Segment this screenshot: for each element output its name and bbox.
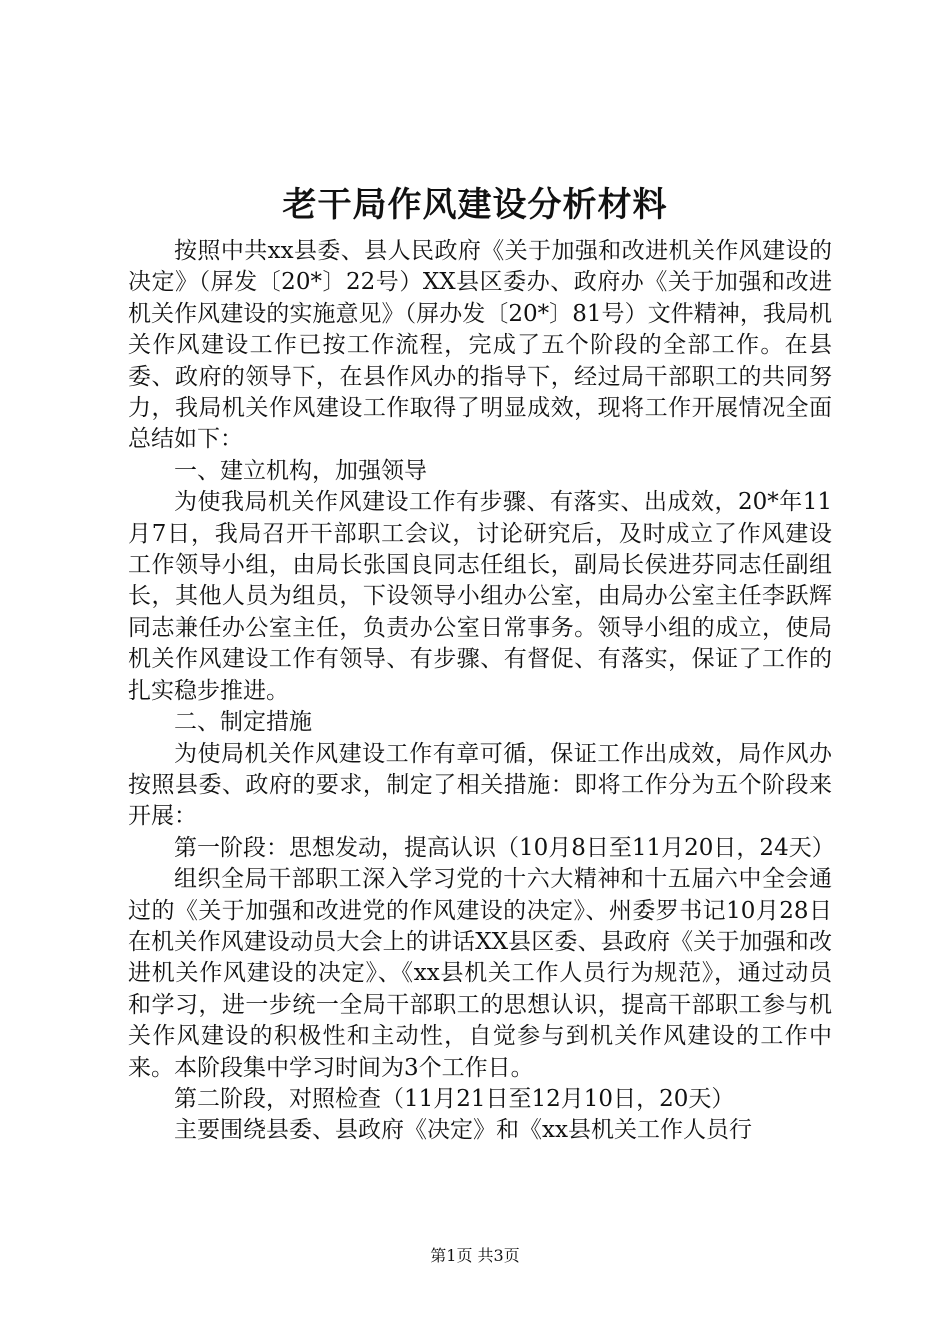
section-heading-1: 一、建立机构，加强领导 xyxy=(174,457,427,484)
intro-paragraph: 按照中共xx县委、县人民政府《关于加强和改进机关作风建设的决定》（屏发〔20*〕22号）XX县区委办、政府办《关于加强和改进机关作风建设的实施意见》（屏办发〔20*〕81号）文件精神，我局机关作风建设工作已按工作流程，完成了五个阶段的全部工作。在县委、政府的领导下，在县作风办的指导下，经过局干部职工的共同努力，我局机关作风建设工作取得了明显成效，现将工作开展情况全面总结如下： xyxy=(128,238,832,453)
page-footer: 第1页 共3页 xyxy=(430,1246,520,1265)
stage-1-paragraph: 组织全局干部职工深入学习党的十六大精神和十五届六中全会通过的《关于加强和改进党的作风建设的决定》、州委罗书记10月28日在机关作风建设动员大会上的讲话XX县区委、县政府《关于加强和改进机关作风建设的决定》、《xx县机关工作人员行为规范》，通过动员和学习，进一步统一全局干部职工的思想认识，提高干部职工参与机关作风建设的积极性和主动性，自觉参与到机关作风建设的工作中来。本阶段集中学习时间为3个工作日。 xyxy=(128,866,832,1081)
document-title: 老干局作风建设分析材料 xyxy=(282,185,668,225)
section-1-paragraph: 为使我局机关作风建设工作有步骤、有落实、出成效，20*年11月7日，我局召开干部职工会议，讨论研究后，及时成立了作风建设工作领导小组，由局长张国良同志任组长，副局长侯进芬同志任副组长，其他人员为组员，下设领导小组办公室，由局办公室主任李跃辉同志兼任办公室主任，负责办公室日常事务。领导小组的成立，使局机关作风建设工作有领导、有步骤、有督促、有落实，保证了工作的扎实稳步推进。 xyxy=(128,489,832,704)
section-heading-2: 二、制定措施 xyxy=(174,709,312,736)
stage-1-heading: 第一阶段：思想发动，提高认识（10月8日至11月20日，24天） xyxy=(174,834,835,861)
section-2-paragraph: 为使局机关作风建设工作有章可循，保证工作出成效，局作风办按照县委、政府的要求，制定了相关措施：即将工作分为五个阶段来开展： xyxy=(128,740,832,830)
stage-2-heading: 第二阶段，对照检查（11月21日至12月10日，20天） xyxy=(174,1085,735,1112)
stage-2-paragraph: 主要围绕县委、县政府《决定》和《xx县机关工作人员行 xyxy=(174,1117,752,1144)
document-body xyxy=(128,236,835,1147)
